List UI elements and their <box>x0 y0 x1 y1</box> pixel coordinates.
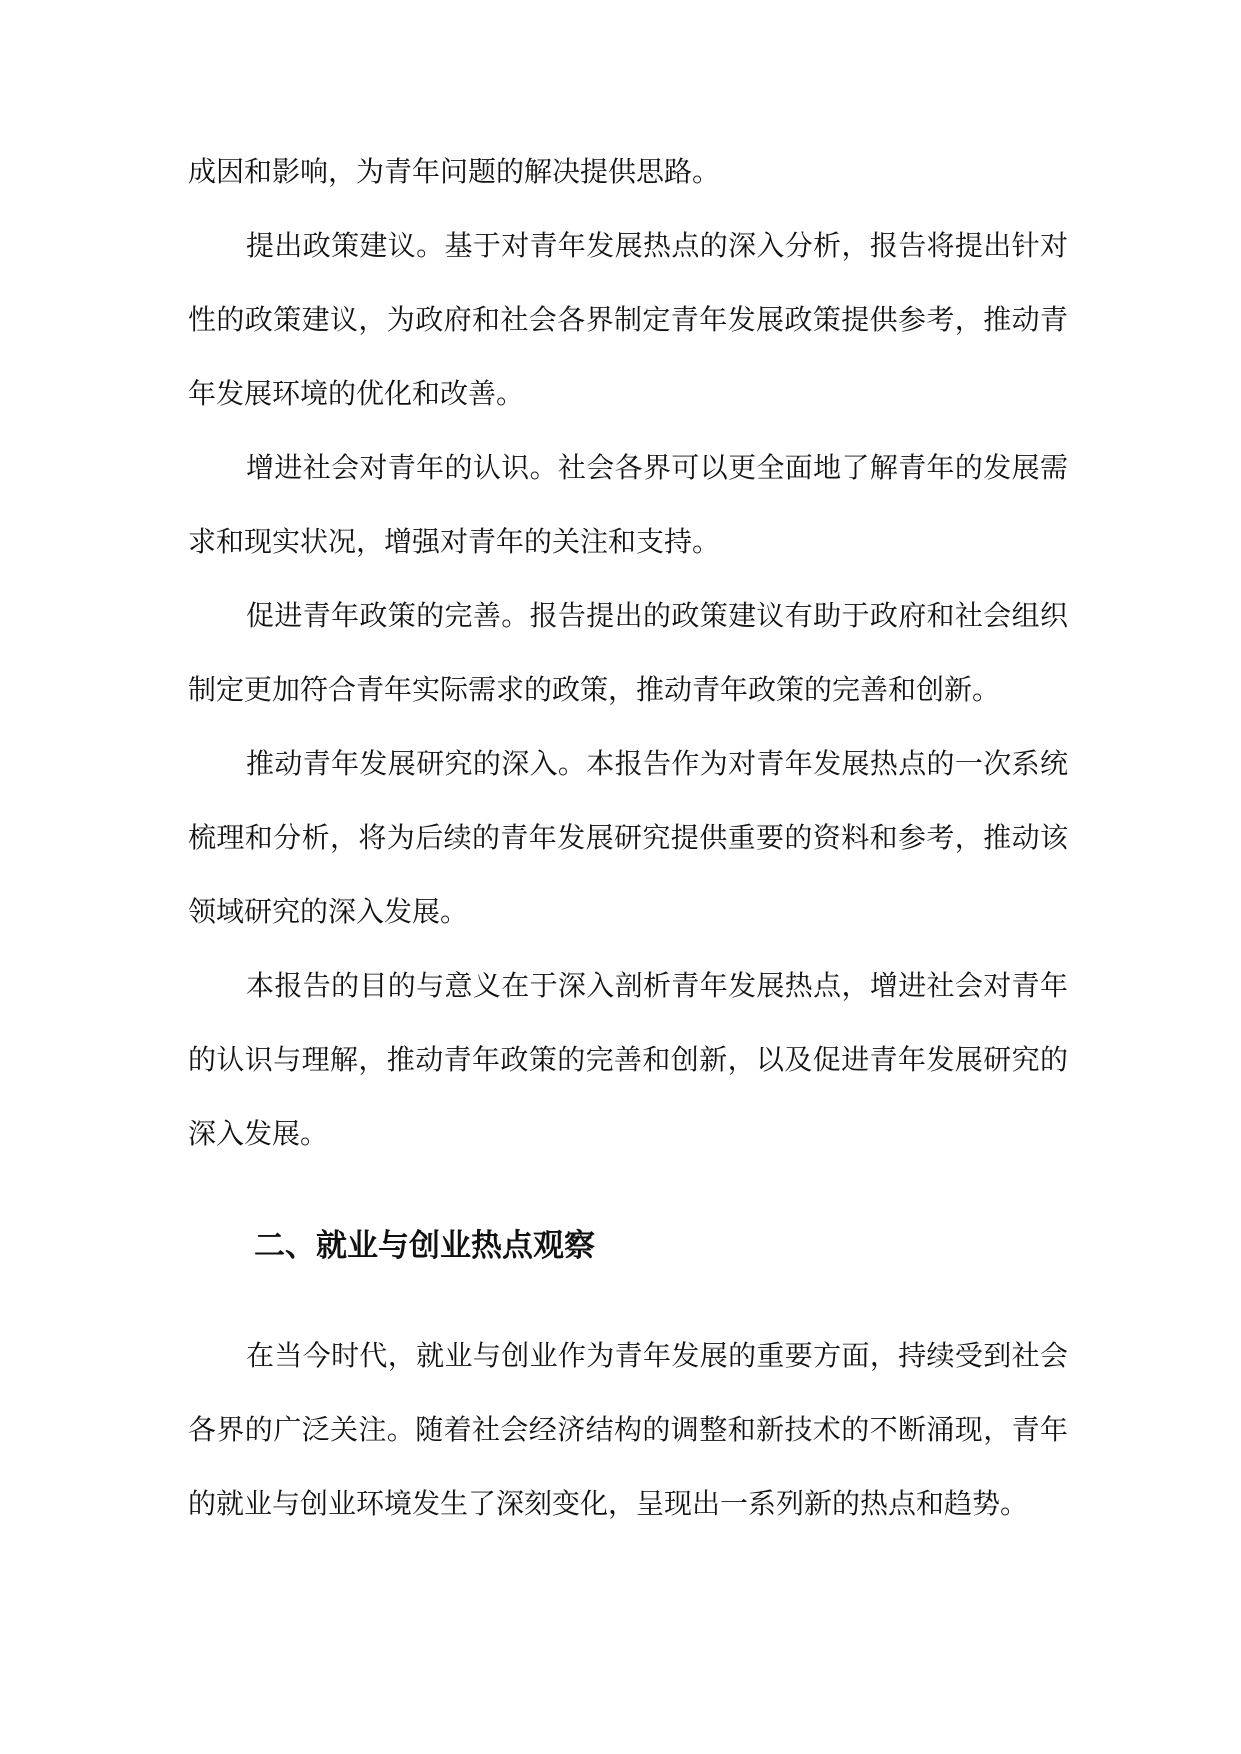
paragraph-purpose-summary: 本报告的目的与意义在于深入剖析青年发展热点，增进社会对青年的认识与理解，推动青年政策的完善和创新，以及促进青年发展研究的深入发展。 <box>188 969 1068 1150</box>
section-heading: 二、就业与创业热点观察 <box>254 1228 595 1264</box>
paragraph-social-awareness: 增进社会对青年的认识。社会各界可以更全面地了解青年的发展需求和现实状况，增强对青年的关注和支持。 <box>188 451 1068 558</box>
paragraph-continuation: 成因和影响，为青年问题的解决提供思路。 <box>188 155 721 188</box>
document-body <box>188 135 1068 1541</box>
paragraph-policy-suggestions: 提出政策建议。基于对青年发展热点的深入分析，报告将提出针对性的政策建议，为政府和社会各界制定青年发展政策提供参考，推动青年发展环境的优化和改善。 <box>188 229 1068 410</box>
paragraph-employment-intro: 在当今时代，就业与创业作为青年发展的重要方面，持续受到社会各界的广泛关注。随着社会经济结构的调整和新技术的不断涌现，青年的就业与创业环境发生了深刻变化，呈现出一系列新的热点和趋势。 <box>188 1339 1068 1520</box>
paragraph-policy-improvement: 促进青年政策的完善。报告提出的政策建议有助于政府和社会组织制定更加符合青年实际需求的政策，推动青年政策的完善和创新。 <box>188 599 1068 706</box>
paragraph-research-advancement: 推动青年发展研究的深入。本报告作为对青年发展热点的一次系统梳理和分析，将为后续的青年发展研究提供重要的资料和参考，推动该领域研究的深入发展。 <box>188 747 1068 928</box>
